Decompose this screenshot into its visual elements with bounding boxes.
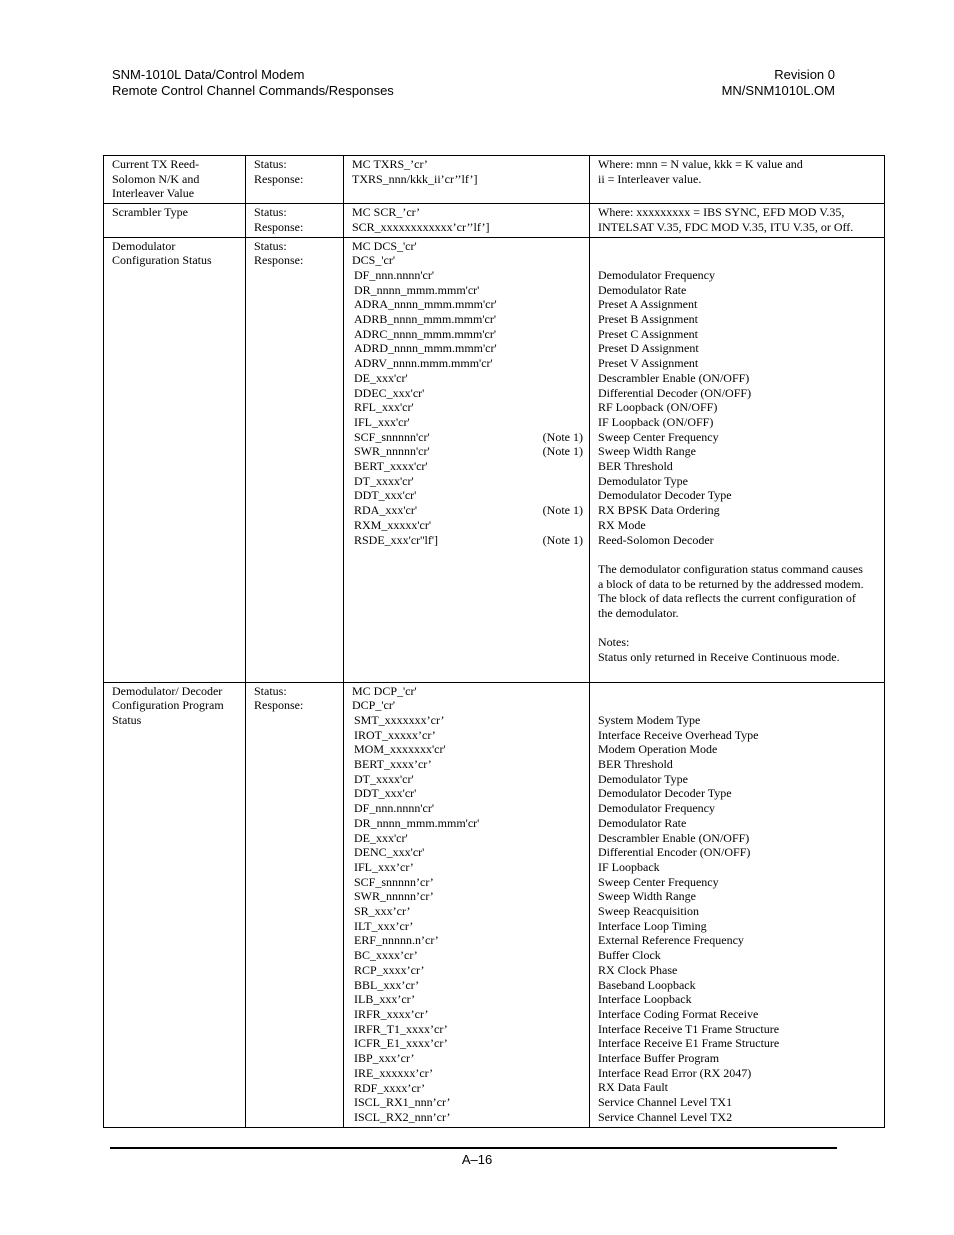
command-header-line: MC DCP_'cr' [352, 683, 417, 698]
spacer [598, 684, 878, 699]
spacer [352, 621, 583, 636]
description-cell [590, 237, 885, 682]
command-line [352, 503, 583, 518]
spacer [598, 698, 878, 713]
command-text: ADRB_nnnn_mmm.mmm'cr' [354, 312, 496, 327]
command-cell [344, 156, 590, 204]
spacer [352, 650, 583, 665]
description-line: Service Channel Level TX1 [598, 1095, 733, 1110]
command-text: DE_xxx'cr' [354, 370, 408, 385]
command-cell [344, 237, 590, 682]
description-line: Interface Read Error (RX 2047) [598, 1065, 752, 1080]
command-header-line: DCS_'cr' [352, 253, 395, 268]
header-right [722, 67, 835, 99]
command-text: BC_xxxx’cr’ [354, 948, 418, 963]
command-text: BERT_xxxx'cr' [354, 459, 428, 474]
description-line: External Reference Frequency [598, 933, 744, 948]
description-line: Demodulator Decoder Type [598, 488, 732, 503]
description-line: Preset C Assignment [598, 326, 699, 341]
page-number: A–16 [461, 1152, 493, 1167]
note-reference: (Note 1) [542, 532, 583, 547]
description-line: Sweep Center Frequency [598, 429, 719, 444]
command-line [352, 444, 583, 459]
command-text: RXM_xxxxx'cr' [354, 517, 431, 532]
command-name-cell [104, 156, 246, 204]
description-line: IF Loopback (ON/OFF) [598, 414, 714, 429]
spacer [352, 635, 583, 650]
description-cell [590, 682, 885, 1127]
revision-label: Revision 0 [774, 67, 835, 82]
description-line: INTELSAT V.35, FDC MOD V.35, ITU V.35, or Off. [598, 219, 854, 234]
command-text: IRE_xxxxxx’cr’ [354, 1065, 434, 1080]
command-text: ADRA_nnnn_mmm.mmm'cr' [354, 297, 497, 312]
command-text: DF_nnn.nnnn'cr' [354, 267, 434, 282]
description-cell [590, 156, 885, 204]
table-row [104, 204, 885, 237]
command-name-line: Configuration Status [112, 253, 212, 268]
description-line: Differential Decoder (ON/OFF) [598, 385, 752, 400]
command-line [352, 268, 583, 283]
command-text: DDEC_xxx'cr' [354, 385, 425, 400]
command-line [352, 283, 583, 298]
type-label: Status: [254, 205, 287, 220]
description-line: Preset V Assignment [598, 356, 699, 371]
command-line [352, 341, 583, 356]
command-text: RCP_xxxx’cr’ [354, 962, 425, 977]
manual-number: MN/SNM1010L.OM [721, 83, 835, 98]
type-label: Response: [254, 171, 304, 186]
note-reference: (Note 1) [542, 444, 583, 459]
command-line [352, 533, 583, 548]
command-line [352, 356, 583, 371]
command-text: SCF_snnnnn'cr' [354, 429, 430, 444]
spacer [352, 577, 583, 592]
command-name-line: Demodulator [112, 238, 176, 253]
command-text: RDA_xxx'cr' [354, 503, 417, 518]
description-line: Demodulator Decoder Type [598, 786, 732, 801]
type-label: Status: [254, 157, 287, 171]
description-line: Preset B Assignment [598, 312, 699, 326]
command-text: DT_xxxx'cr' [354, 473, 414, 488]
command-text: IROT_xxxxx’cr’ [354, 727, 436, 742]
command-line [352, 312, 583, 327]
description-line: IF Loopback [598, 859, 660, 874]
spacer [598, 665, 878, 680]
command-text: DE_xxx'cr' [354, 830, 408, 845]
description-line: Descrambler Enable (ON/OFF) [598, 830, 750, 845]
description-cell [590, 204, 885, 237]
description-line: Interface Receive Overhead Type [598, 727, 759, 742]
spacer [352, 591, 583, 606]
note-reference: (Note 1) [542, 503, 583, 518]
command-name-line: Demodulator/ Decoder [112, 683, 223, 698]
description-line: Demodulator Rate [598, 815, 687, 830]
description-line: Where: xxxxxxxxx = IBS SYNC, EFD MOD V.35, [598, 205, 845, 220]
description-paragraph-line: The block of data reflects the current configuration of [598, 591, 856, 606]
description-paragraph-line: the demodulator. [598, 606, 679, 621]
command-header-line: MC DCS_'cr' [352, 238, 417, 253]
command-text: SCF_snnnnn’cr’ [354, 874, 434, 889]
footer-rule [110, 1147, 837, 1149]
description-line: Demodulator Frequency [598, 267, 715, 282]
type-cell [246, 156, 344, 204]
description-line: Reed-Solomon Decoder [598, 532, 714, 547]
description-line: Buffer Clock [598, 948, 661, 963]
command-name-line: Current TX Reed- [112, 157, 200, 171]
command-line [352, 297, 583, 312]
description-line: Interface Loop Timing [598, 918, 707, 933]
type-cell [246, 204, 344, 237]
spacer [352, 547, 583, 562]
description-line: BER Threshold [598, 459, 673, 474]
spacer [598, 547, 878, 562]
command-text: DF_nnn.nnnn'cr' [354, 801, 434, 816]
command-text: MC SCR_’cr’ [352, 205, 421, 220]
command-name-line: Configuration Program [112, 698, 224, 713]
command-text: ICFR_E1_xxxx’cr’ [354, 1036, 448, 1051]
command-text: SWR_nnnnn'cr' [354, 444, 430, 459]
description-line: Baseband Loopback [598, 977, 696, 992]
spacer [598, 621, 878, 636]
command-text: RSDE_xxx'cr''lf'] [354, 532, 438, 547]
spacer [598, 239, 878, 254]
command-text: DENC_xxx'cr' [354, 845, 425, 860]
section-title: Remote Control Channel Commands/Responses [112, 83, 394, 98]
description-line: Sweep Reacquisition [598, 904, 699, 919]
description-line: Service Channel Level TX2 [598, 1109, 733, 1124]
description-line: Interface Receive T1 Frame Structure [598, 1021, 780, 1036]
command-text: RFL_xxx'cr' [354, 400, 414, 415]
command-line [352, 518, 583, 533]
description-line: Sweep Width Range [598, 444, 696, 459]
command-line [352, 488, 583, 503]
command-text: BERT_xxxx’cr’ [354, 757, 432, 772]
description-line: RX Data Fault [598, 1080, 668, 1095]
command-text: DR_nnnn_mmm.mmm'cr' [354, 282, 480, 297]
command-text: IBP_xxx’cr’ [354, 1051, 415, 1066]
command-text: BBL_xxx’cr’ [354, 977, 420, 992]
command-text: ISCL_RX2_nnn’cr’ [354, 1109, 451, 1124]
table-row [104, 682, 885, 1127]
header-left [112, 67, 394, 99]
command-text: IFL_xxx’cr’ [354, 859, 414, 874]
command-line [352, 386, 583, 401]
description-line: Interface Coding Format Receive [598, 1006, 759, 1021]
command-text: MC TXRS_’cr’ [352, 157, 428, 171]
description-line: Sweep Width Range [598, 889, 696, 904]
description-line: RX Mode [598, 517, 646, 532]
spacer [352, 562, 583, 577]
command-text: TXRS_nnn/kkk_ii’cr’’lf’] [352, 171, 478, 186]
description-paragraph-line: a block of data to be returned by the addressed modem. [598, 576, 864, 591]
command-text: ADRC_nnnn_mmm.mmm'cr' [354, 326, 496, 341]
command-name-cell [104, 237, 246, 682]
command-name-line: Interleaver Value [112, 186, 195, 201]
command-header-line: DCP_'cr' [352, 698, 395, 713]
command-name-line: Status [112, 712, 142, 727]
type-cell [246, 237, 344, 682]
command-line [352, 371, 583, 386]
command-text: ILB_xxx’cr’ [354, 992, 416, 1007]
type-label: Response: [254, 698, 304, 713]
command-text: IFL_xxx'cr' [354, 414, 410, 429]
command-text: ADRD_nnnn_mmm.mmm'cr' [354, 341, 497, 356]
description-line: RX Clock Phase [598, 962, 678, 977]
command-text: RDF_xxxx’cr’ [354, 1080, 426, 1095]
type-cell [246, 682, 344, 1127]
command-text: ILT_xxx’cr’ [354, 918, 414, 933]
command-text: SMT_xxxxxxx’cr’ [354, 712, 445, 727]
description-line: Sweep Center Frequency [598, 874, 719, 889]
command-text: DT_xxxx'cr' [354, 771, 414, 786]
notes-text: Status only returned in Receive Continuous mode. [598, 650, 840, 665]
command-line [352, 400, 583, 415]
description-line: Preset D Assignment [598, 341, 699, 356]
description-line: ii = Interleaver value. [598, 171, 702, 186]
notes-label: Notes: [598, 635, 630, 650]
command-cell [344, 682, 590, 1127]
description-line: Where: mnn = N value, kkk = K value and [598, 157, 803, 171]
description-line: RF Loopback (ON/OFF) [598, 400, 718, 415]
table-row [104, 237, 885, 682]
description-line: Interface Receive E1 Frame Structure [598, 1036, 780, 1051]
command-text: DDT_xxx'cr' [354, 488, 417, 503]
description-line: Demodulator Type [598, 771, 688, 786]
command-text: DR_nnnn_mmm.mmm'cr' [354, 815, 480, 830]
command-text: DDT_xxx'cr' [354, 786, 417, 801]
command-text: ISCL_RX1_nnn’cr’ [354, 1095, 451, 1110]
command-line [352, 430, 583, 445]
description-line: BER Threshold [598, 757, 673, 772]
command-line [352, 459, 583, 474]
table-row [104, 156, 885, 204]
type-label: Response: [254, 253, 304, 268]
spacer [352, 606, 583, 621]
description-line: Demodulator Frequency [598, 801, 715, 816]
command-text: IRFR_T1_xxxx’cr’ [354, 1021, 448, 1036]
command-name-cell [104, 204, 246, 237]
description-paragraph-line: The demodulator configuration status command causes [598, 561, 863, 576]
command-line [352, 415, 583, 430]
type-label: Status: [254, 683, 287, 698]
commands-table [103, 155, 885, 1128]
command-name-line: Scrambler Type [112, 205, 188, 220]
description-line: RX BPSK Data Ordering [598, 503, 720, 518]
command-cell [344, 204, 590, 237]
command-text: ADRV_nnnn.mmm.mmm'cr' [354, 356, 493, 371]
command-line [352, 327, 583, 342]
description-line: System Modem Type [598, 712, 701, 727]
command-name-cell [104, 682, 246, 1127]
command-text: IRFR_xxxx’cr’ [354, 1007, 429, 1021]
description-line: Preset A Assignment [598, 297, 698, 312]
type-label: Response: [254, 219, 304, 234]
description-line: Interface Buffer Program [598, 1051, 720, 1066]
description-line: Demodulator Type [598, 473, 688, 488]
command-name-line: Solomon N/K and [112, 171, 200, 186]
note-reference: (Note 1) [542, 429, 583, 444]
description-line: Modem Operation Mode [598, 742, 718, 757]
command-text: SCR_xxxxxxxxxxxx’cr’’lf’] [352, 219, 490, 234]
description-line: Demodulator Rate [598, 282, 687, 297]
command-line [352, 474, 583, 489]
description-line: Descrambler Enable (ON/OFF) [598, 370, 750, 385]
command-text: SR_xxx’cr’ [354, 904, 411, 919]
command-text: SWR_nnnnn’cr’ [354, 889, 434, 904]
description-line: Interface Loopback [598, 992, 692, 1007]
command-text: MOM_xxxxxxx'cr' [354, 742, 446, 757]
manual-title: SNM-1010L Data/Control Modem [112, 67, 305, 82]
command-text: ERF_nnnnn.n’cr’ [354, 933, 439, 948]
spacer [598, 253, 878, 268]
type-label: Status: [254, 238, 287, 253]
description-line: Differential Encoder (ON/OFF) [598, 845, 751, 860]
